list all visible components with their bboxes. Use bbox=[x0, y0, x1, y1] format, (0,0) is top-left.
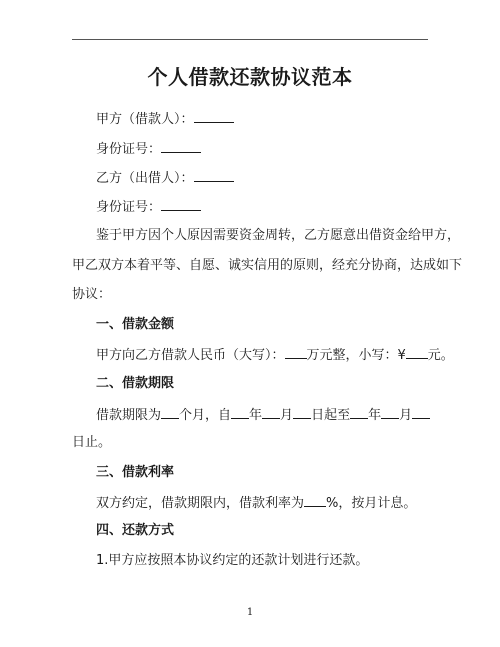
party-b-label: 乙方（出借人）： bbox=[96, 171, 194, 186]
start-day-blank bbox=[293, 405, 311, 419]
header-rule bbox=[72, 39, 428, 40]
section-2-continuation: 日止。 bbox=[72, 435, 112, 450]
end-day-blank bbox=[412, 405, 430, 419]
section-1-text: 元。 bbox=[427, 348, 454, 363]
start-month-blank bbox=[262, 405, 280, 419]
section-1-body bbox=[96, 345, 454, 365]
section-3-heading: 三、借款利率 bbox=[96, 465, 175, 480]
section-2-text: 年 bbox=[368, 408, 382, 423]
section-2-text: 借款期限为 bbox=[96, 408, 162, 423]
section-2-body bbox=[96, 405, 430, 425]
party-a-id-line bbox=[96, 139, 201, 159]
party-a-id-label: 身份证号： bbox=[96, 142, 162, 157]
section-4-item-1: 1.甲方应按照本协议约定的还款计划进行还款。 bbox=[96, 553, 369, 568]
party-a-line bbox=[96, 109, 234, 129]
section-4-heading: 四、还款方式 bbox=[96, 523, 175, 538]
page-number: 1 bbox=[246, 607, 254, 618]
term-months-blank bbox=[161, 405, 179, 419]
section-1-heading: 一、借款金额 bbox=[96, 317, 175, 332]
preamble-line-2: 甲乙双方本着平等、自愿、诚实信用的原则，经充分协商，达成如下 bbox=[72, 258, 463, 273]
section-2-text: 日起至 bbox=[311, 408, 351, 423]
party-b-blank bbox=[194, 168, 234, 182]
section-2-text: 年 bbox=[249, 408, 263, 423]
end-year-blank bbox=[350, 405, 368, 419]
section-2-text: 个月，自 bbox=[179, 408, 232, 423]
interest-rate-blank bbox=[304, 493, 326, 507]
document-title: 个人借款还款协议范本 bbox=[147, 65, 353, 89]
party-b-id-blank bbox=[161, 197, 201, 211]
section-2-text: 月 bbox=[399, 408, 413, 423]
party-a-blank bbox=[194, 109, 234, 123]
party-b-id-label: 身份证号： bbox=[96, 200, 162, 215]
section-1-text: 甲方向乙方借款人民币（大写）： bbox=[96, 348, 285, 363]
preamble-line-1: 鉴于甲方因个人原因需要资金周转，乙方愿意出借资金给甲方， bbox=[96, 228, 461, 243]
preamble-line-3: 协议： bbox=[72, 287, 112, 302]
party-b-id-line bbox=[96, 197, 201, 217]
section-1-text: 万元整，小写：¥ bbox=[306, 348, 406, 363]
party-a-id-blank bbox=[161, 139, 201, 153]
section-2-text: 月 bbox=[280, 408, 294, 423]
amount-number-blank bbox=[406, 345, 428, 359]
amount-words-blank bbox=[285, 345, 307, 359]
party-b-line bbox=[96, 168, 234, 188]
start-year-blank bbox=[231, 405, 249, 419]
section-2-heading: 二、借款期限 bbox=[96, 376, 175, 391]
party-a-label: 甲方（借款人）： bbox=[96, 112, 194, 127]
end-month-blank bbox=[381, 405, 399, 419]
section-3-text: 双方约定，借款期限内，借款利率为 bbox=[96, 496, 305, 511]
section-3-text: %，按月计息。 bbox=[326, 496, 417, 511]
section-3-body bbox=[96, 493, 416, 513]
